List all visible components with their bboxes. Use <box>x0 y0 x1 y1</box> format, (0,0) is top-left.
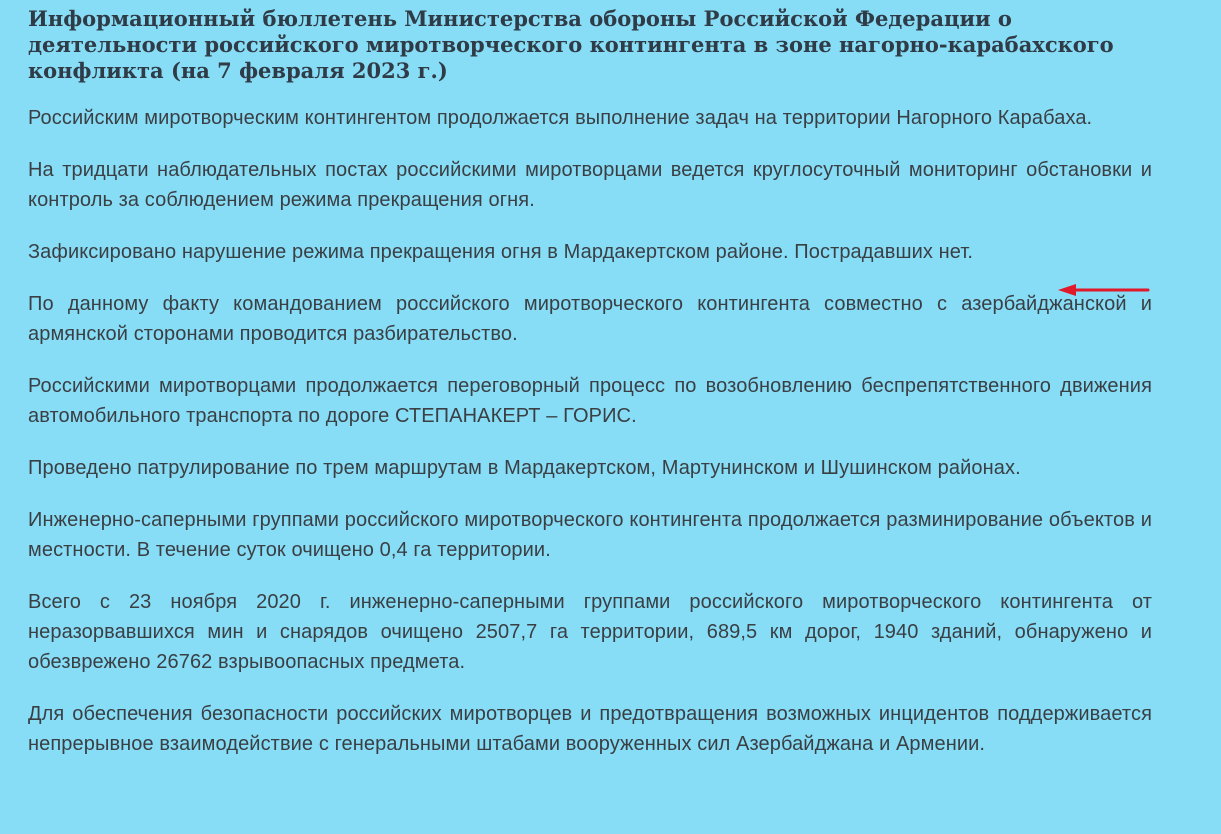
bulletin-title: Информационный бюллетень Министерства обороны Российской Федерации о деятельности российского миротворческого контингента в зоне нагорно-карабахского конфликта (на 7 февраля 2023 г.) <box>28 6 1114 83</box>
paragraph-monitoring: На тридцати наблюдательных постах российскими миротворцами ведется круглосуточный мониторинг обстановки и контроль за соблюдением режима прекращения огня. <box>28 159 1152 211</box>
red-arrow-left-icon <box>1058 282 1150 298</box>
paragraph-investigation: По данному факту командованием российского миротворческого контингента совместно с азербайджанской и армянской сторонами проводится разбирательство. <box>28 293 1152 345</box>
paragraph-tasks: Российским миротворческим контингентом продолжается выполнение задач на территории Нагорного Карабаха. <box>28 107 1093 129</box>
paragraph-demining: Инженерно-саперными группами российского миротворческого контингента продолжается разминирование объектов и местности. В течение суток очищено 0,4 га территории. <box>28 509 1152 561</box>
paragraph-violation: Зафиксировано нарушение режима прекращения огня в Мардакертском районе. Пострадавших нет. <box>28 241 974 263</box>
paragraph-cooperation: Для обеспечения безопасности российских миротворцев и предотвращения возможных инцидентов поддерживается непрерывное взаимодействие с генеральными штабами вооруженных сил Азербайджана и Армении. <box>28 703 1152 755</box>
paragraph-patrol: Проведено патрулирование по трем маршрутам в Мардакертском, Мартунинском и Шушинском районах. <box>28 457 1021 479</box>
paragraph-demining-totals: Всего с 23 ноября 2020 г. инженерно-саперными группами российского миротворческого контингента от неразорвавшихся мин и снарядов очищено 2507,7 га территории, 689,5 км дорог, 1940 зданий, обнаружено и обезврежено 26762 взрывоопасных предмета. <box>28 591 1152 673</box>
paragraph-negotiations: Российскими миротворцами продолжается переговорный процесс по возобновлению беспрепятственного движения автомобильного транспорта по дороге СТЕПАНАКЕРТ – ГОРИС. <box>28 375 1152 427</box>
